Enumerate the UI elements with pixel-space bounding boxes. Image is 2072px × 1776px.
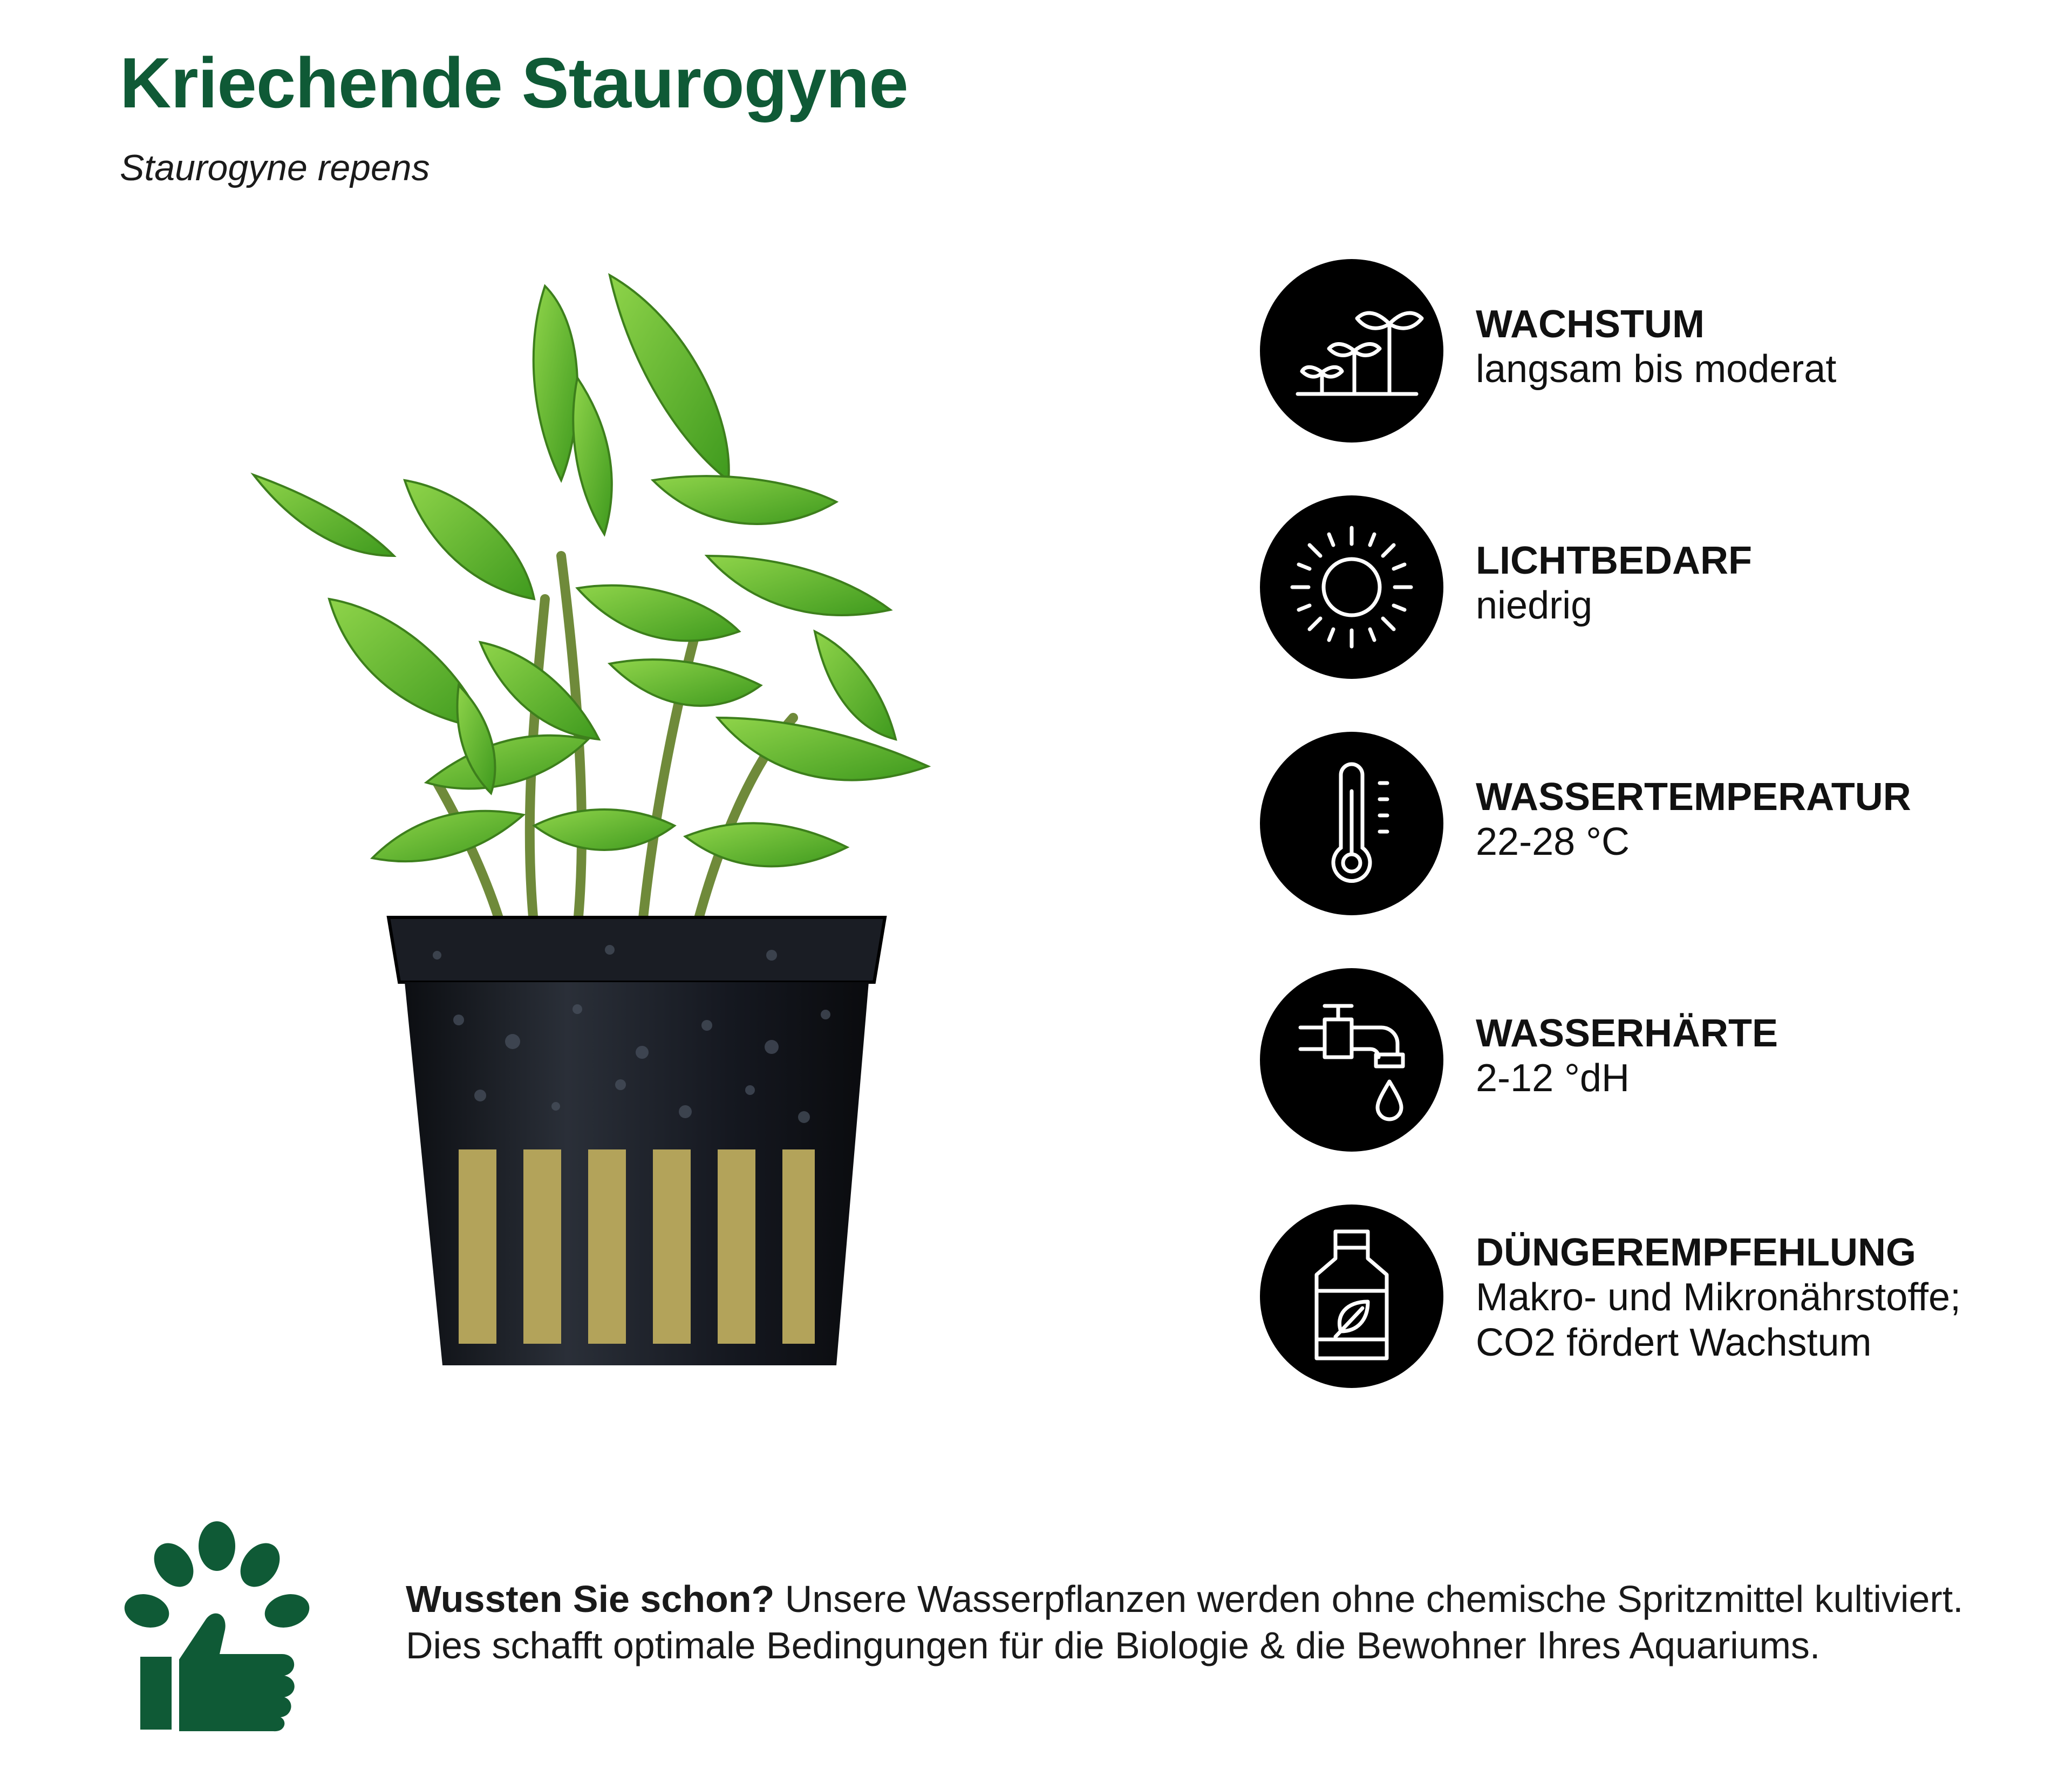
faucet-icon [1260,968,1443,1152]
page-title: Kriechende Staurogyne [120,43,908,123]
feature-value: 22-28 °C [1476,820,1630,863]
feature-label: WACHSTUM [1476,303,1705,346]
tip-heading: Wussten Sie schon? [406,1578,775,1620]
feature-value: langsam bis moderat [1476,348,1837,391]
thumbs-up-leaves-icon [120,1516,314,1732]
feature-value-line2: CO2 fördert Wachstum [1476,1321,1872,1364]
feature-light [1260,495,2015,679]
plant-image [232,254,1052,1403]
tip-text [406,1576,1998,1669]
feature-value: 2-12 °dH [1476,1057,1630,1100]
feature-fertilizer [1260,1205,2015,1388]
feature-temperature [1260,732,2015,915]
tip-line1: Unsere Wasserpflanzen werden ohne chemische Spritzmittel kultiviert. [774,1578,1964,1620]
feature-label: LICHTBEDARF [1476,539,1752,582]
scientific-name: Staurogyne repens [120,147,430,188]
feature-label: WASSERHÄRTE [1476,1012,1778,1055]
feature-hardness [1260,968,2015,1152]
feature-growth [1260,259,2015,443]
feature-label: DÜNGEREMPFEHLUNG [1476,1231,1917,1274]
thermometer-icon [1260,732,1443,915]
fertilizer-bottle-icon [1260,1205,1443,1388]
feature-value-line1: Makro- und Mikronährstoffe; [1476,1276,1961,1319]
sprouts-icon [1260,259,1443,443]
feature-label: WASSERTEMPERATUR [1476,775,1911,819]
sun-icon [1260,495,1443,679]
tip-line2: Dies schafft optimale Bedingungen für die Biologie & die Bewohner Ihres Aquariums. [406,1624,1821,1666]
feature-value: niedrig [1476,584,1593,627]
